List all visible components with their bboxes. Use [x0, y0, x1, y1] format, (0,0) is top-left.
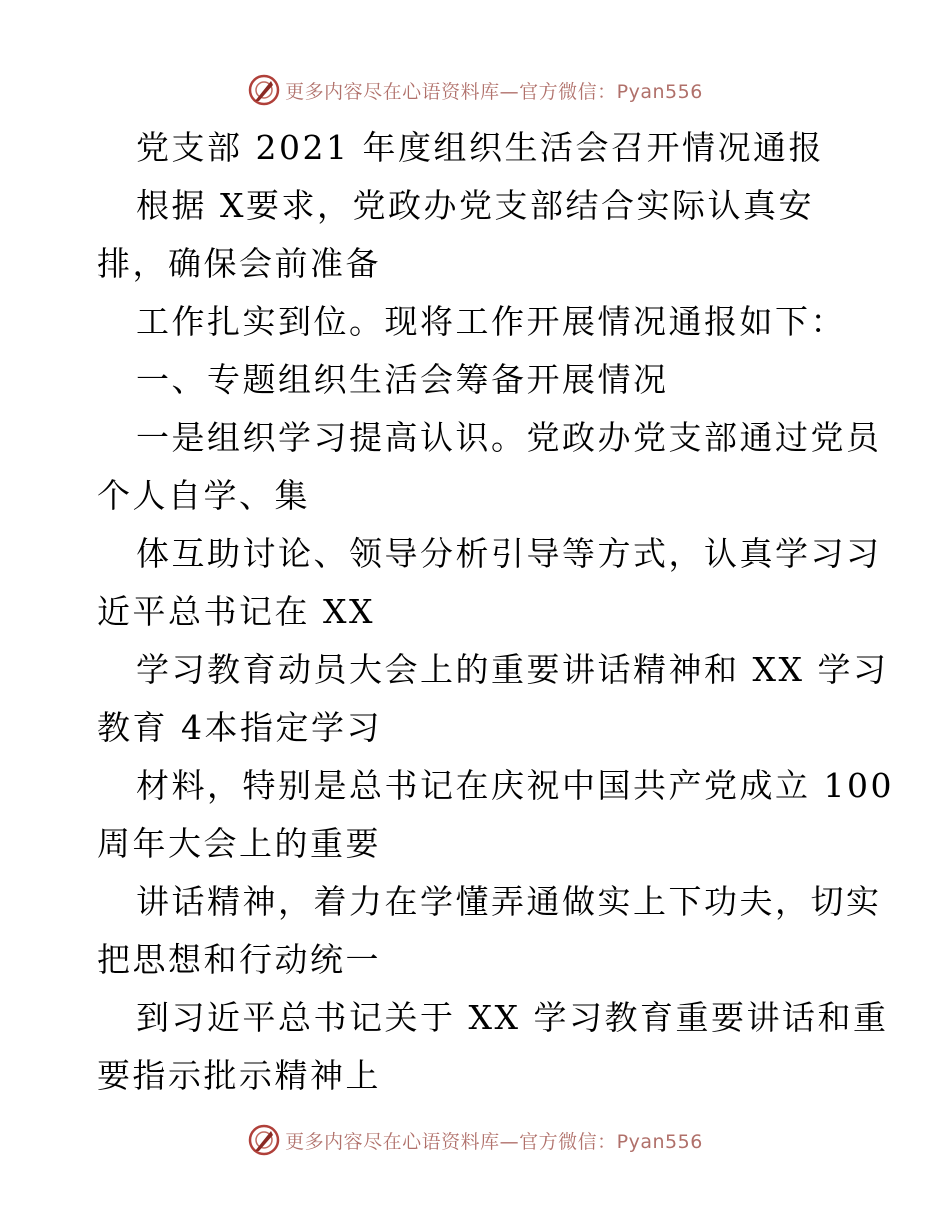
feather-logo-icon — [247, 1123, 281, 1157]
paragraph-line: 要指示批示精神上 — [97, 1056, 381, 1095]
paragraph-line: 讲话精神，着力在学懂弄通做实上下功夫，切实 — [136, 882, 882, 921]
watermark-text: 更多内容尽在心语资料库—官方微信：Pyan556 — [285, 1130, 703, 1153]
paragraph-line: 把思想和行动统一 — [97, 940, 381, 979]
header-watermark — [0, 70, 950, 110]
feather-logo-icon — [247, 73, 281, 107]
paragraph-line: 教育 4本指定学习 — [97, 708, 382, 747]
paragraph-line: 近平总书记在 XX — [97, 592, 375, 631]
section-heading: 一、专题组织生活会筹备开展情况 — [136, 360, 669, 399]
footer-watermark — [0, 1120, 950, 1160]
paragraph-line: 排，确保会前准备 — [97, 244, 381, 283]
paragraph-line: 材料，特别是总书记在庆祝中国共产党成立 100 — [136, 766, 894, 805]
paragraph-line: 个人自学、集 — [97, 476, 310, 515]
document-title: 党支部 2021 年度组织生活会召开情况通报 — [136, 128, 824, 167]
watermark-text: 更多内容尽在心语资料库—官方微信：Pyan556 — [285, 80, 703, 103]
paragraph-line: 一是组织学习提高认识。党政办党支部通过党员 — [136, 418, 882, 457]
paragraph-line: 学习教育动员大会上的重要讲话精神和 XX 学习 — [136, 650, 889, 689]
paragraph-line: 周年大会上的重要 — [97, 824, 381, 863]
paragraph-line: 体互助讨论、领导分析引导等方式，认真学习习 — [136, 534, 882, 573]
paragraph-line: 工作扎实到位。现将工作开展情况通报如下： — [136, 302, 846, 341]
paragraph-line: 根据 X要求，党政办党支部结合实际认真安 — [136, 186, 814, 225]
paragraph-line: 到习近平总书记关于 XX 学习教育重要讲话和重 — [136, 998, 889, 1037]
